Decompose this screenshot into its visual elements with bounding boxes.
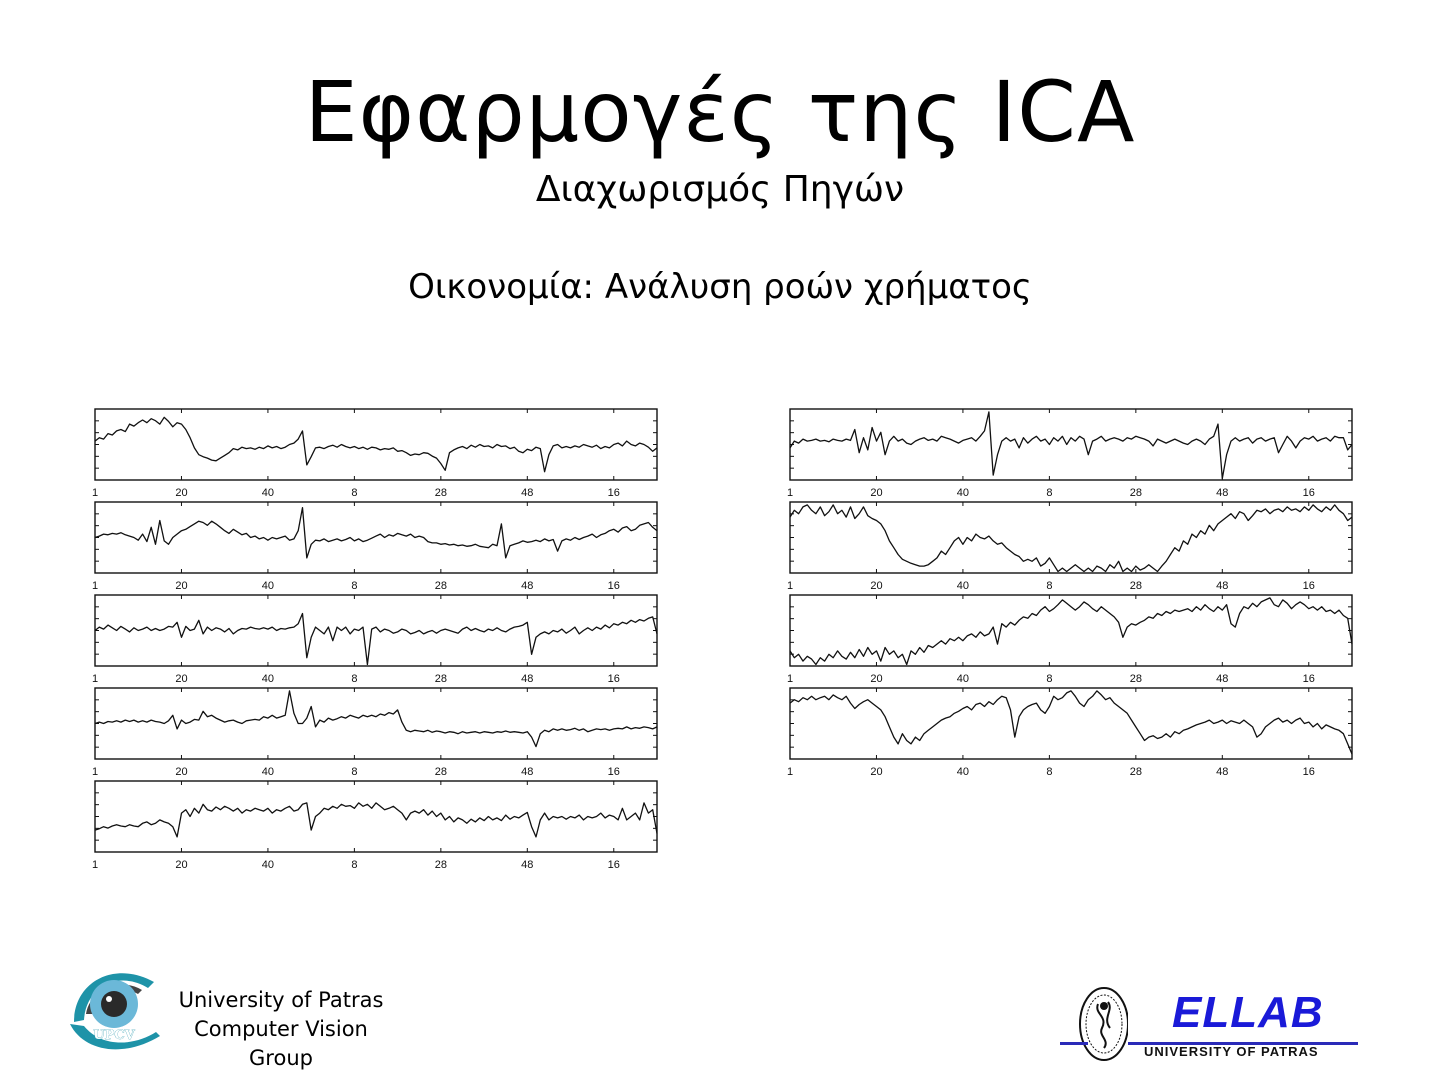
x-tick-label: 28 (434, 673, 447, 685)
right-signal-panel (783, 405, 1358, 785)
x-tick-label: 28 (434, 766, 447, 778)
x-tick-label: 28 (434, 859, 447, 871)
left-signal-line-5 (95, 803, 657, 837)
x-tick-label: 8 (351, 766, 358, 778)
university-seal-icon (1058, 984, 1128, 1064)
x-tick-label: 48 (1216, 673, 1229, 685)
x-tick-label: 1 (91, 580, 99, 592)
upcv-logo-text: UPCV (93, 1028, 135, 1043)
group-name-line-2: Computer Vision (194, 1017, 368, 1041)
right-signal-line-1 (790, 412, 1352, 479)
x-tick-label: 20 (175, 859, 188, 871)
x-tick-label: 16 (1302, 487, 1315, 499)
upcv-logo (64, 962, 164, 1062)
x-tick-label: 20 (870, 580, 883, 592)
x-tick-label: 1 (91, 859, 99, 871)
left-signal-line-3 (95, 614, 657, 665)
x-tick-label: 20 (175, 766, 188, 778)
x-tick-label: 1 (91, 487, 99, 499)
x-tick-label: 16 (1302, 673, 1315, 685)
x-tick-label: 20 (870, 766, 883, 778)
left-subplot-2 (92, 502, 657, 592)
x-tick-label: 48 (1216, 580, 1229, 592)
x-tick-label: 40 (956, 673, 970, 685)
x-tick-label: 20 (870, 673, 883, 685)
x-tick-label: 8 (351, 859, 358, 871)
x-tick-label: 20 (870, 487, 883, 499)
x-tick-label: 1 (91, 766, 99, 778)
x-tick-label: 28 (1129, 673, 1142, 685)
x-tick-label: 28 (1129, 580, 1142, 592)
x-tick-label: 48 (521, 487, 534, 499)
group-name (164, 986, 398, 1073)
x-tick-label: 48 (1216, 766, 1229, 778)
right-signal-line-3 (790, 598, 1352, 665)
left-subplot-4 (92, 688, 657, 778)
x-tick-label: 40 (956, 580, 970, 592)
x-tick-label: 1 (786, 766, 794, 778)
right-subplot-frame-4 (790, 688, 1352, 759)
left-signal-line-1 (95, 417, 657, 471)
right-subplot-3 (787, 595, 1352, 685)
upcv-footer (64, 962, 404, 1072)
x-tick-label: 8 (351, 580, 358, 592)
x-tick-label: 48 (521, 580, 534, 592)
left-subplot-3 (92, 595, 657, 685)
group-name-line-3: Group (249, 1046, 313, 1070)
x-tick-label: 16 (1302, 766, 1315, 778)
x-tick-label: 40 (261, 580, 275, 592)
left-signal-panel (88, 405, 663, 875)
x-tick-label: 20 (175, 580, 188, 592)
right-subplot-frame-3 (790, 595, 1352, 666)
right-signals-chart (783, 405, 1358, 785)
x-tick-label: 16 (607, 580, 620, 592)
right-subplot-4 (787, 688, 1352, 778)
x-tick-label: 1 (786, 580, 794, 592)
x-tick-label: 16 (1302, 580, 1315, 592)
right-subplot-frame-1 (790, 409, 1352, 480)
x-tick-label: 8 (1046, 487, 1053, 499)
x-tick-label: 48 (521, 766, 534, 778)
right-subplot-1 (787, 409, 1352, 499)
ellab-university-text: UNIVERSITY OF PATRAS (1144, 1044, 1319, 1059)
left-signal-line-2 (95, 508, 657, 558)
x-tick-label: 8 (1046, 673, 1053, 685)
x-tick-label: 40 (261, 673, 275, 685)
right-signal-line-4 (790, 691, 1352, 754)
x-tick-label: 16 (607, 487, 620, 499)
ellab-footer (1058, 984, 1358, 1064)
x-tick-label: 28 (1129, 766, 1142, 778)
x-tick-label: 8 (351, 673, 358, 685)
x-tick-label: 48 (521, 859, 534, 871)
x-tick-label: 28 (434, 580, 447, 592)
x-tick-label: 48 (1216, 487, 1229, 499)
x-tick-label: 40 (261, 487, 275, 499)
slide-subtitle: Διαχωρισμός Πηγών (535, 169, 905, 210)
x-tick-label: 48 (521, 673, 534, 685)
x-tick-label: 40 (956, 487, 970, 499)
x-tick-label: 1 (786, 673, 794, 685)
x-tick-label: 40 (261, 859, 275, 871)
section-heading: Οικονομία: Ανάλυση ροών χρήματος (408, 267, 1032, 307)
left-subplot-5 (92, 781, 657, 871)
x-tick-label: 40 (956, 766, 970, 778)
left-subplot-frame-2 (95, 502, 657, 573)
group-name-line-1: University of Patras (178, 988, 384, 1012)
x-tick-label: 16 (607, 859, 620, 871)
x-tick-label: 28 (434, 487, 447, 499)
right-subplot-2 (787, 502, 1352, 592)
x-tick-label: 8 (1046, 766, 1053, 778)
x-tick-label: 28 (1129, 487, 1142, 499)
left-signals-chart (88, 405, 663, 875)
left-subplot-frame-1 (95, 409, 657, 480)
left-subplot-1 (92, 409, 657, 499)
x-tick-label: 20 (175, 673, 188, 685)
slide-title: Εφαρμογές της ICA (304, 63, 1136, 161)
x-tick-label: 8 (1046, 580, 1053, 592)
x-tick-label: 8 (351, 487, 358, 499)
ellab-logo-text: ELLAB (1172, 988, 1324, 1037)
x-tick-label: 20 (175, 487, 188, 499)
right-signal-line-2 (790, 505, 1352, 572)
x-tick-label: 1 (91, 673, 99, 685)
left-signal-line-4 (95, 691, 657, 747)
right-subplot-frame-2 (790, 502, 1352, 573)
x-tick-label: 40 (261, 766, 275, 778)
left-subplot-frame-5 (95, 781, 657, 852)
x-tick-label: 16 (607, 766, 620, 778)
x-tick-label: 16 (607, 673, 620, 685)
x-tick-label: 1 (786, 487, 794, 499)
upcv-pupil (101, 991, 127, 1017)
